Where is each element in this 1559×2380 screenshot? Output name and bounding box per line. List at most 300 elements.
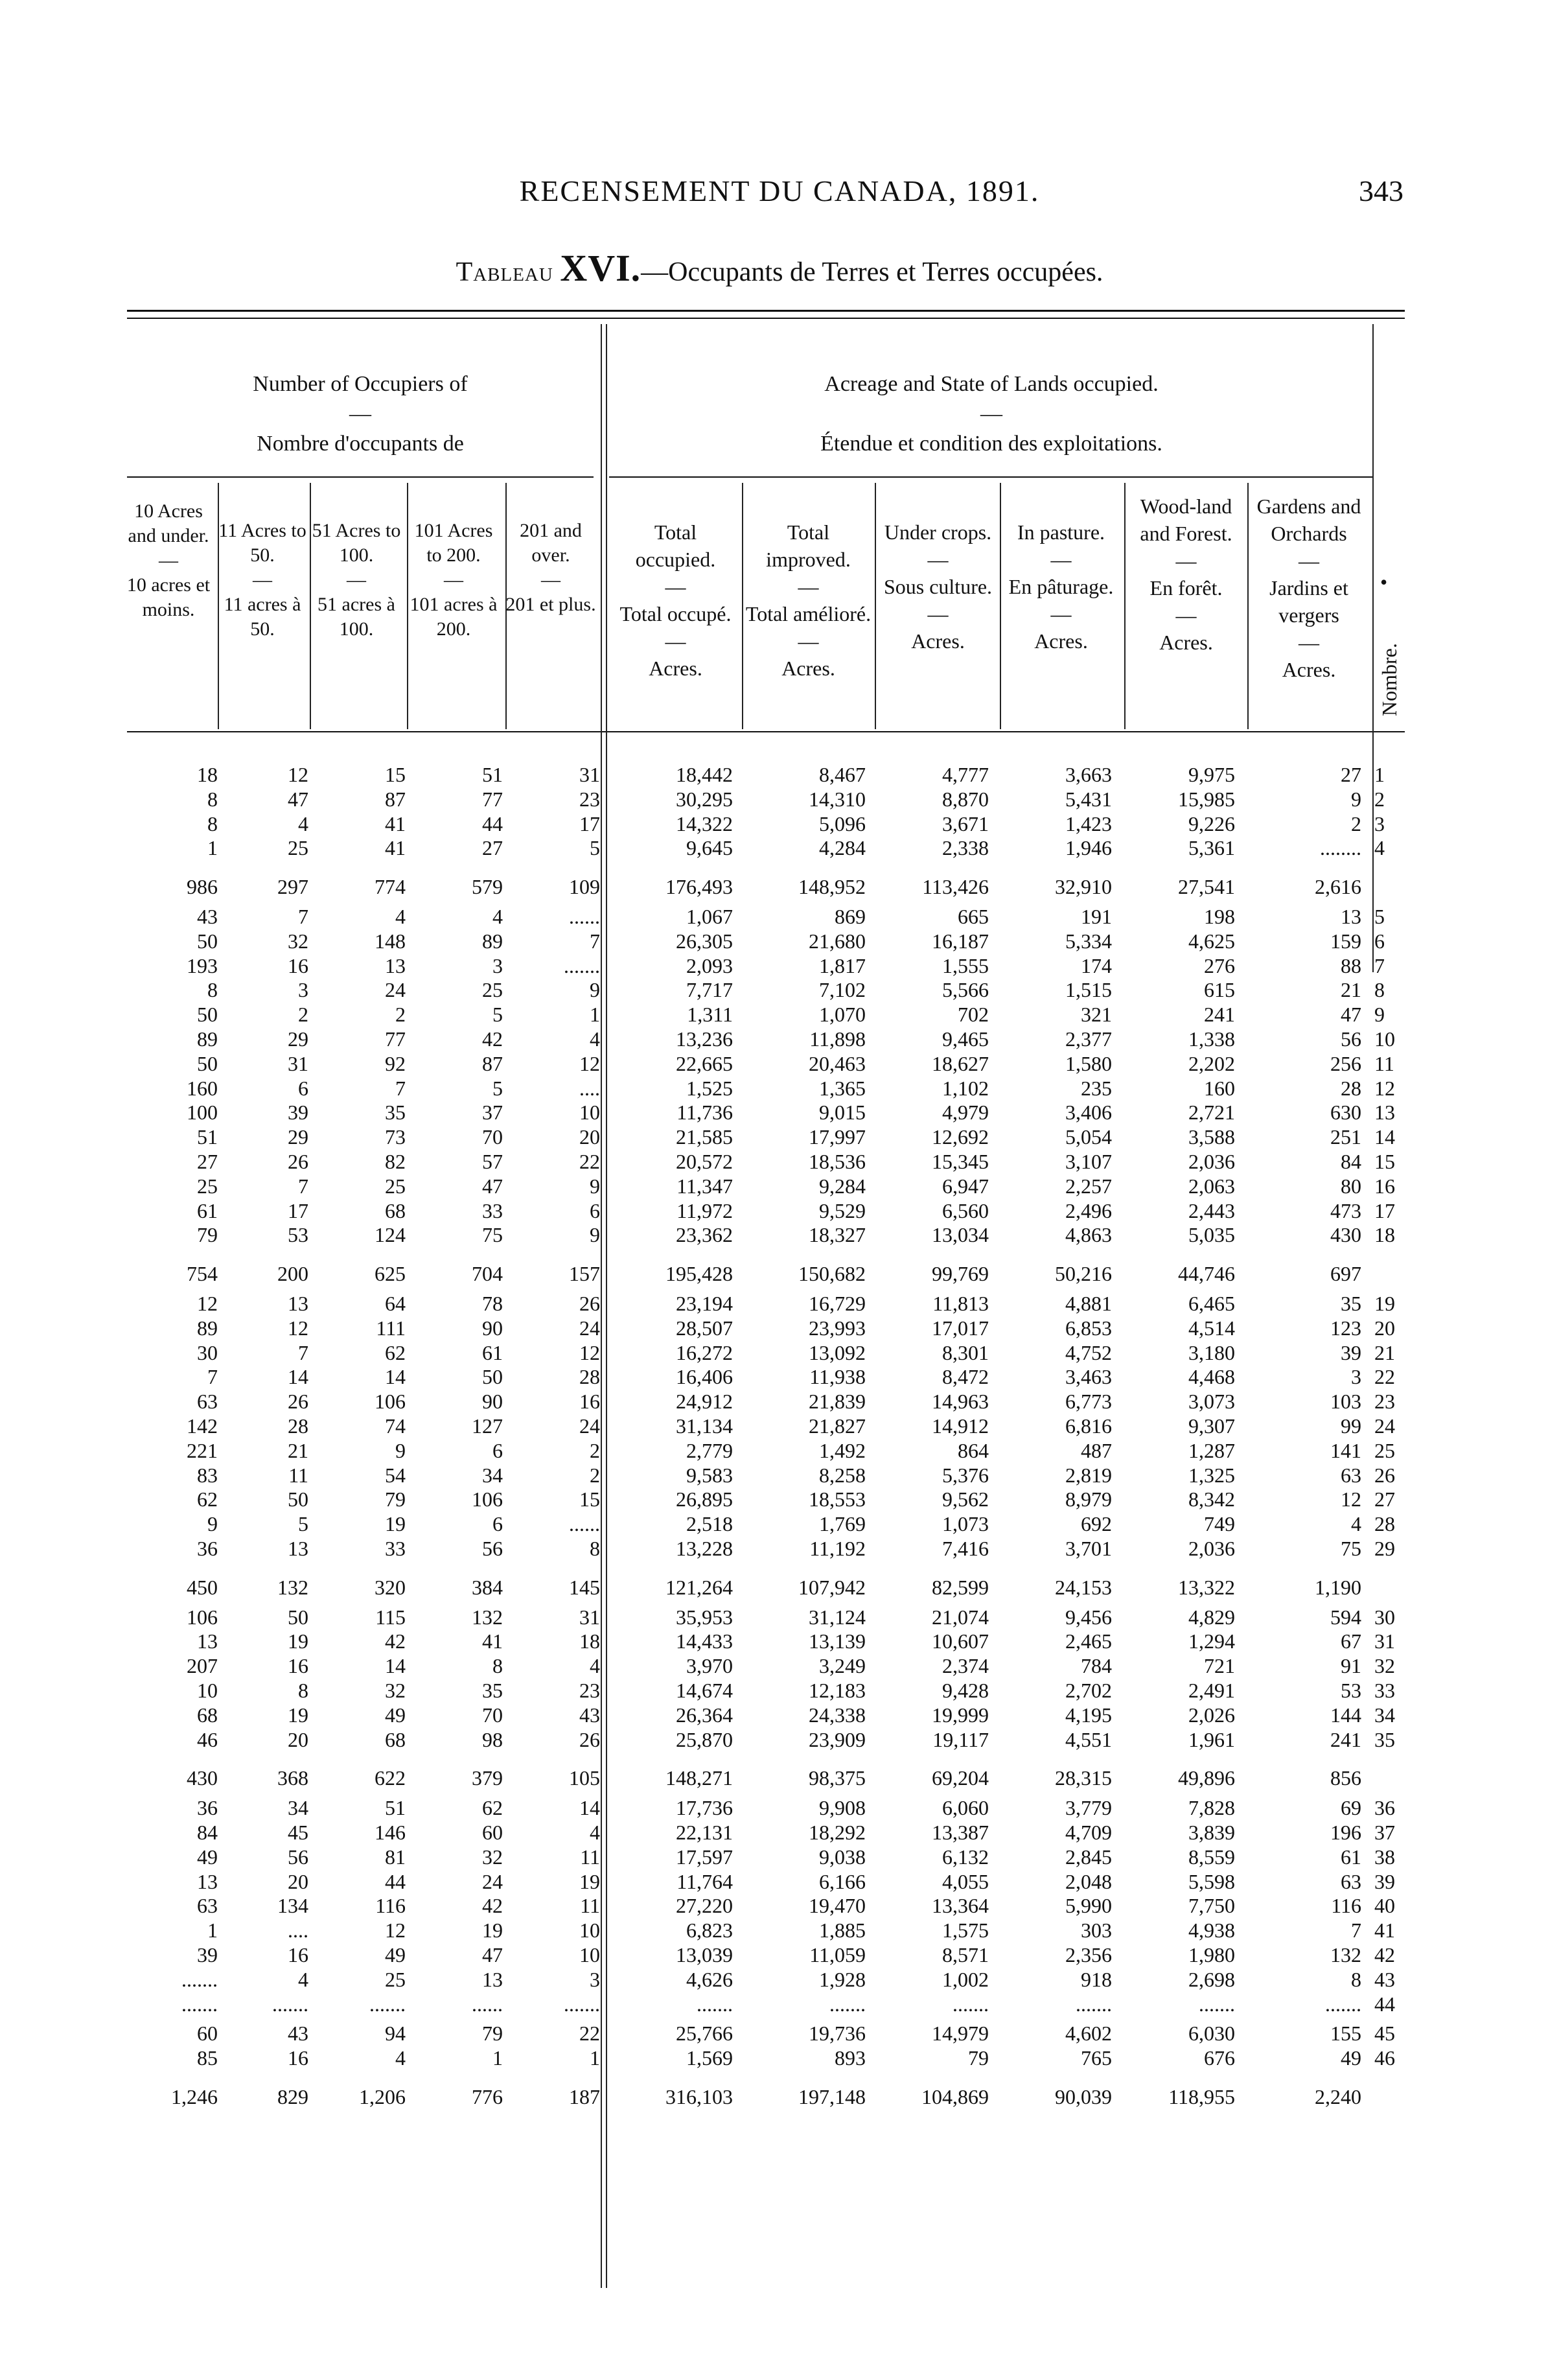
table-row xyxy=(127,1261,1423,1286)
table-cell: 144 xyxy=(1330,1703,1361,1727)
row-number: 42 xyxy=(1374,1943,1395,1966)
table-cell: 80 xyxy=(1341,1174,1361,1198)
table-cell: 1 xyxy=(207,836,218,860)
table-cell: 28 xyxy=(1341,1076,1361,1100)
table-row xyxy=(127,953,1423,978)
table-cell: 11,972 xyxy=(676,1198,733,1222)
table-cell: 630 xyxy=(1330,1101,1361,1125)
table-cell: 6,132 xyxy=(942,1845,989,1869)
table-row xyxy=(127,1703,1423,1727)
table-cell: 16,187 xyxy=(932,929,989,953)
table-cell: ...... xyxy=(569,1512,600,1536)
occupiers-fr: Nombre d'occupants de xyxy=(257,432,464,456)
table-cell: 368 xyxy=(277,1766,308,1790)
col-head-11-50: 11 Acres to 50. — 11 acres à 50. xyxy=(218,520,306,640)
table-cell: 30 xyxy=(197,1340,218,1364)
table-cell: 4,551 xyxy=(1065,1727,1112,1751)
row-number: 32 xyxy=(1374,1654,1395,1678)
table-cell: 2,093 xyxy=(686,953,733,977)
table-cell: 2,845 xyxy=(1065,1845,1112,1869)
table-cell: 1,575 xyxy=(942,1919,989,1942)
row-number: 6 xyxy=(1374,929,1385,953)
group-underline-left xyxy=(127,476,594,478)
table-cell: 10 xyxy=(579,1101,600,1125)
table-cell: 44,746 xyxy=(1178,1262,1235,1286)
table-cell: 2,338 xyxy=(942,836,989,860)
row-number: 37 xyxy=(1374,1821,1395,1844)
table-cell: 68 xyxy=(385,1198,406,1222)
table-cell: 7 xyxy=(590,929,600,953)
table-row xyxy=(127,1575,1423,1600)
table-cell: ....... xyxy=(1325,1992,1361,2016)
table-cell: 13,322 xyxy=(1178,1575,1235,1599)
table-cell: 2 xyxy=(395,1003,406,1027)
table-cell: 9 xyxy=(590,1174,600,1198)
table-cell: 24 xyxy=(385,978,406,1002)
table-cell: 1,885 xyxy=(819,1919,866,1942)
table-cell: 148,271 xyxy=(665,1766,733,1790)
table-cell: 1,102 xyxy=(942,1076,989,1100)
table-cell: 893 xyxy=(835,2046,866,2070)
table-cell: 21,680 xyxy=(809,929,866,953)
table-cell: 60 xyxy=(197,2022,218,2046)
table-cell: 198 xyxy=(1204,905,1235,928)
table-cell: 20,463 xyxy=(809,1051,866,1075)
table-cell: 579 xyxy=(472,875,503,899)
table-cell: 1 xyxy=(492,2046,503,2070)
table-cell: 25 xyxy=(385,1174,406,1198)
table-cell: 8,472 xyxy=(942,1365,989,1389)
table-cell: 6 xyxy=(492,1438,503,1462)
table-cell: 150,682 xyxy=(798,1262,866,1286)
table-row xyxy=(127,1967,1423,1992)
table-cell: 13 xyxy=(482,1967,503,1991)
table-cell: 77 xyxy=(482,787,503,811)
row-number: 30 xyxy=(1374,1605,1395,1629)
table-cell: 4,752 xyxy=(1065,1340,1112,1364)
table-cell: 23 xyxy=(579,1679,600,1702)
table-row xyxy=(127,1198,1423,1223)
table-cell: 19,470 xyxy=(809,1894,866,1918)
table-cell: 1,073 xyxy=(942,1512,989,1536)
table-row xyxy=(127,1605,1423,1629)
col-sep-7 xyxy=(1000,483,1001,729)
table-cell: 297 xyxy=(277,875,308,899)
table-cell: 69 xyxy=(1341,1796,1361,1820)
table-cell: 70 xyxy=(482,1125,503,1149)
row-number: 3 xyxy=(1374,811,1385,835)
table-cell: 42 xyxy=(482,1894,503,1918)
table-cell: 6,060 xyxy=(942,1796,989,1820)
table-row xyxy=(127,1149,1423,1174)
table-cell: 197,148 xyxy=(798,2085,866,2108)
table-cell: 384 xyxy=(472,1575,503,1599)
table-row xyxy=(127,1845,1423,1869)
table-cell: 17,736 xyxy=(676,1796,733,1820)
table-cell: 207 xyxy=(187,1654,218,1678)
table-cell: 22,665 xyxy=(676,1051,733,1075)
table-cell: 36 xyxy=(197,1796,218,1820)
table-cell: 13 xyxy=(288,1292,308,1315)
table-cell: 56 xyxy=(1341,1027,1361,1051)
table-row xyxy=(127,1727,1423,1752)
table-cell: 4,829 xyxy=(1188,1605,1235,1629)
table-cell: 1,946 xyxy=(1065,836,1112,860)
table-cell: 27,541 xyxy=(1178,875,1235,899)
table-cell: 622 xyxy=(375,1766,406,1790)
table-cell: 9,583 xyxy=(686,1463,733,1487)
table-cell: 24 xyxy=(579,1316,600,1340)
table-cell: 5 xyxy=(590,836,600,860)
table-cell: 85 xyxy=(197,2046,218,2070)
table-cell: 14,674 xyxy=(676,1679,733,1702)
group-underline-right xyxy=(609,476,1374,478)
table-cell: 473 xyxy=(1330,1198,1361,1222)
table-cell: 7,750 xyxy=(1188,1894,1235,1918)
table-cell: 106 xyxy=(472,1488,503,1511)
table-cell: 106 xyxy=(375,1390,406,1414)
table-cell: 24,338 xyxy=(809,1703,866,1727)
acreage-en: Acreage and State of Lands occupied. xyxy=(824,372,1159,396)
table-cell: 43 xyxy=(579,1703,600,1727)
table-cell: .... xyxy=(579,1076,600,1100)
table-cell: 8,301 xyxy=(942,1340,989,1364)
table-cell: 21,827 xyxy=(809,1414,866,1438)
table-cell: 4 xyxy=(590,1654,600,1678)
table-cell: 43 xyxy=(288,2022,308,2046)
table-cell: 26 xyxy=(288,1390,308,1414)
table-cell: 1 xyxy=(590,2046,600,2070)
table-cell: 49 xyxy=(385,1943,406,1966)
col-head-201-over: 201 and over. — 201 et plus. xyxy=(505,520,596,615)
table-cell: 46 xyxy=(197,1727,218,1751)
table-cell: 2,779 xyxy=(686,1438,733,1462)
table-cell: 3,701 xyxy=(1065,1537,1112,1560)
table-cell: 7 xyxy=(207,1365,218,1389)
table-cell: 142 xyxy=(187,1414,218,1438)
table-row xyxy=(127,2046,1423,2070)
table-row xyxy=(127,1869,1423,1894)
table-cell: 8,979 xyxy=(1065,1488,1112,1511)
table-cell: 27 xyxy=(482,836,503,860)
table-cell: 3,406 xyxy=(1065,1101,1112,1125)
table-row xyxy=(127,1291,1423,1316)
table-cell: 78 xyxy=(482,1292,503,1315)
table-cell: 864 xyxy=(958,1438,989,1462)
table-cell: 5,431 xyxy=(1065,787,1112,811)
table-cell: 27 xyxy=(197,1150,218,1173)
row-number: 40 xyxy=(1374,1894,1395,1918)
table-cell: 8,559 xyxy=(1188,1845,1235,1869)
col-head-under-crops: Under crops. — Sous culture. — Acres. xyxy=(883,520,993,653)
table-cell: 77 xyxy=(385,1027,406,1051)
table-cell: 28 xyxy=(288,1414,308,1438)
row-number: 5 xyxy=(1374,905,1385,928)
table-cell: .... xyxy=(288,1919,308,1942)
table-cell: 13,228 xyxy=(676,1537,733,1560)
table-cell: 2,491 xyxy=(1188,1679,1235,1702)
acreage-sep: — xyxy=(980,402,1002,426)
table-cell: 11,192 xyxy=(809,1537,866,1560)
table-row xyxy=(127,1414,1423,1438)
col-head-total-improved: Total improved. — Total amélioré. — Acres. xyxy=(745,520,872,680)
table-cell: 2,443 xyxy=(1188,1198,1235,1222)
row-number: 20 xyxy=(1374,1316,1395,1340)
table-cell: 6,465 xyxy=(1188,1292,1235,1315)
row-number: 8 xyxy=(1374,978,1385,1002)
table-cell: 11 xyxy=(580,1845,600,1869)
table-cell: 1,070 xyxy=(819,1003,866,1027)
table-cell: 2,048 xyxy=(1065,1869,1112,1893)
table-cell: 44 xyxy=(482,811,503,835)
table-cell: 2,819 xyxy=(1065,1463,1112,1487)
table-cell: 784 xyxy=(1081,1654,1112,1678)
row-number: 34 xyxy=(1374,1703,1395,1727)
table-cell: 321 xyxy=(1081,1003,1112,1027)
table-cell: 89 xyxy=(482,929,503,953)
table-title xyxy=(0,246,1559,290)
table-cell: 430 xyxy=(187,1766,218,1790)
table-cell: 241 xyxy=(1204,1003,1235,1027)
table-cell: 16 xyxy=(288,1943,308,1966)
table-cell: 5,035 xyxy=(1188,1223,1235,1247)
table-row xyxy=(127,1629,1423,1653)
table-cell: 11,059 xyxy=(809,1943,866,1966)
table-cell: 869 xyxy=(835,905,866,928)
table-cell: 89 xyxy=(197,1316,218,1340)
table-row xyxy=(127,2021,1423,2046)
table-cell: 316,103 xyxy=(665,2085,733,2108)
table-cell: 5,376 xyxy=(942,1463,989,1487)
table-cell: 625 xyxy=(375,1262,406,1286)
table-cell: 8 xyxy=(590,1537,600,1560)
col-head-10-acres: 10 Acres and under. — 10 acres et moins. xyxy=(126,500,211,620)
table-cell: 88 xyxy=(1341,953,1361,977)
table-cell: 4,055 xyxy=(942,1869,989,1893)
table-cell: 39 xyxy=(197,1943,218,1966)
table-cell: 18,292 xyxy=(809,1821,866,1844)
table-cell: 6 xyxy=(298,1076,308,1100)
table-cell: 2,616 xyxy=(1315,875,1361,899)
table-cell: 3,663 xyxy=(1065,763,1112,786)
table-cell: 176,493 xyxy=(665,875,733,899)
table-cell: 4 xyxy=(590,1821,600,1844)
table-cell: 11,347 xyxy=(676,1174,733,1198)
table-cell: 20 xyxy=(288,1727,308,1751)
table-cell: 98 xyxy=(482,1727,503,1751)
table-cell: 24 xyxy=(482,1869,503,1893)
table-cell: 15 xyxy=(385,763,406,786)
table-row xyxy=(127,1316,1423,1340)
table-cell: 16 xyxy=(288,1654,308,1678)
table-cell: 4 xyxy=(1351,1512,1361,1536)
table-cell: 856 xyxy=(1330,1766,1361,1790)
table-cell: 18 xyxy=(197,763,218,786)
table-cell: 39 xyxy=(288,1101,308,1125)
table-cell: 27 xyxy=(1341,763,1361,786)
row-number: 27 xyxy=(1374,1488,1395,1511)
row-number: 33 xyxy=(1374,1679,1395,1702)
table-cell: 276 xyxy=(1204,953,1235,977)
table-cell: 20 xyxy=(288,1869,308,1893)
table-cell: 10 xyxy=(579,1943,600,1966)
row-number: 44 xyxy=(1374,1992,1395,2016)
table-cell: ....... xyxy=(1199,1992,1235,2016)
table-cell: 6,560 xyxy=(942,1198,989,1222)
table-cell: 4,863 xyxy=(1065,1223,1112,1247)
table-row xyxy=(127,1364,1423,1389)
row-number: 24 xyxy=(1374,1414,1395,1438)
row-number: 29 xyxy=(1374,1537,1395,1560)
table-cell: 2,202 xyxy=(1188,1051,1235,1075)
table-row xyxy=(127,1487,1423,1511)
table-cell: 47 xyxy=(482,1943,503,1966)
table-cell: 132 xyxy=(1330,1943,1361,1966)
table-cell: 4,777 xyxy=(942,763,989,786)
table-cell: 8 xyxy=(298,1679,308,1702)
table-cell: 2,496 xyxy=(1065,1198,1112,1222)
table-cell: 4,709 xyxy=(1065,1821,1112,1844)
table-cell: 18,553 xyxy=(809,1488,866,1511)
col-head-pasture: In pasture. — En pâturage. — Acres. xyxy=(1008,520,1114,653)
table-cell: 7 xyxy=(395,1076,406,1100)
table-cell: ....... xyxy=(272,1992,308,2016)
table-cell: ........ xyxy=(1320,836,1361,860)
table-cell: 4,881 xyxy=(1065,1292,1112,1315)
table-cell: 99 xyxy=(1341,1414,1361,1438)
table-cell: 16 xyxy=(288,953,308,977)
table-cell: 12 xyxy=(288,763,308,786)
table-cell: 11,764 xyxy=(676,1869,733,1893)
table-cell: 51 xyxy=(482,763,503,786)
table-cell: 221 xyxy=(187,1438,218,1462)
table-cell: 3,839 xyxy=(1188,1821,1235,1844)
table-cell: 92 xyxy=(385,1051,406,1075)
table-cell: 7 xyxy=(1351,1919,1361,1942)
table-cell: 134 xyxy=(277,1894,308,1918)
table-cell: 12,183 xyxy=(809,1679,866,1702)
table-cell: 47 xyxy=(288,787,308,811)
table-cell: 103 xyxy=(1330,1390,1361,1414)
table-cell: 116 xyxy=(375,1894,406,1918)
table-cell: 774 xyxy=(375,875,406,899)
table-cell: 25 xyxy=(197,1174,218,1198)
table-cell: 47 xyxy=(1341,1003,1361,1027)
table-cell: 123 xyxy=(1330,1316,1361,1340)
table-cell: 98,375 xyxy=(809,1766,866,1790)
table-row xyxy=(127,1027,1423,1051)
table-cell: 13,364 xyxy=(932,1894,989,1918)
row-number: 39 xyxy=(1374,1869,1395,1893)
row-number: 38 xyxy=(1374,1845,1395,1869)
table-cell: 49 xyxy=(1341,2046,1361,2070)
table-cell: 6,816 xyxy=(1065,1414,1112,1438)
table-cell: 63 xyxy=(1341,1869,1361,1893)
table-row xyxy=(127,1992,1423,2016)
table-cell: 18,442 xyxy=(676,763,733,786)
table-cell: 141 xyxy=(1330,1438,1361,1462)
table-row xyxy=(127,1222,1423,1247)
table-cell: 84 xyxy=(197,1821,218,1844)
table-cell: 3,107 xyxy=(1065,1150,1112,1173)
table-cell: 23 xyxy=(579,787,600,811)
table-cell: 79 xyxy=(385,1488,406,1511)
table-cell: 23,909 xyxy=(809,1727,866,1751)
table-cell: 23,993 xyxy=(809,1316,866,1340)
table-cell: ....... xyxy=(181,1967,218,1991)
table-cell: 121,264 xyxy=(665,1575,733,1599)
table-cell: 54 xyxy=(385,1463,406,1487)
table-row xyxy=(127,1653,1423,1678)
table-cell: 63 xyxy=(197,1390,218,1414)
table-cell: 9,284 xyxy=(819,1174,866,1198)
table-cell: 2 xyxy=(298,1003,308,1027)
table-cell: 50 xyxy=(197,1003,218,1027)
table-cell: 31 xyxy=(579,1605,600,1629)
table-cell: 1,067 xyxy=(686,905,733,928)
row-number: 1 xyxy=(1374,763,1385,786)
table-cell: 109 xyxy=(569,875,600,899)
table-cell: 3 xyxy=(590,1967,600,1991)
table-cell: ....... xyxy=(697,1992,733,2016)
table-cell: 9 xyxy=(590,1223,600,1247)
table-cell: 9,307 xyxy=(1188,1414,1235,1438)
table-cell: 18,536 xyxy=(809,1150,866,1173)
table-cell: 754 xyxy=(187,1262,218,1286)
table-cell: 49 xyxy=(197,1845,218,1869)
table-cell: 50 xyxy=(482,1365,503,1389)
table-cell: 3,249 xyxy=(819,1654,866,1678)
table-cell: 776 xyxy=(472,2085,503,2108)
table-cell: 21 xyxy=(1341,978,1361,1002)
row-number: 11 xyxy=(1374,1051,1394,1075)
table-cell: 5,990 xyxy=(1065,1894,1112,1918)
table-cell: 107,942 xyxy=(798,1575,866,1599)
table-cell: 12 xyxy=(385,1919,406,1942)
table-cell: 19,736 xyxy=(809,2022,866,2046)
table-cell: 4,625 xyxy=(1188,929,1235,953)
table-cell: 676 xyxy=(1204,2046,1235,2070)
table-cell: 49 xyxy=(385,1703,406,1727)
table-cell: 1,287 xyxy=(1188,1438,1235,1462)
table-cell: 13,092 xyxy=(809,1340,866,1364)
table-cell: 160 xyxy=(187,1076,218,1100)
table-cell: 193 xyxy=(187,953,218,977)
table-cell: 61 xyxy=(482,1340,503,1364)
table-cell: 32 xyxy=(385,1679,406,1702)
table-cell: 5,566 xyxy=(942,978,989,1002)
table-cell: 8,342 xyxy=(1188,1488,1235,1511)
table-cell: 26 xyxy=(579,1727,600,1751)
table-cell: 31 xyxy=(288,1051,308,1075)
table-cell: 50 xyxy=(288,1605,308,1629)
table-cell: 13 xyxy=(1341,905,1361,928)
table-cell: 84 xyxy=(1341,1150,1361,1173)
row-number: 14 xyxy=(1374,1125,1395,1149)
table-cell: 53 xyxy=(288,1223,308,1247)
table-cell: 43 xyxy=(197,905,218,928)
table-row xyxy=(127,1463,1423,1488)
table-cell: 26,895 xyxy=(676,1488,733,1511)
table-cell: 51 xyxy=(385,1796,406,1820)
table-cell: 13,387 xyxy=(932,1821,989,1844)
table-cell: 25 xyxy=(385,1967,406,1991)
table-row xyxy=(127,1795,1423,1820)
table-row xyxy=(127,1820,1423,1845)
table-cell: 116 xyxy=(1331,1894,1361,1918)
table-cell: 26,364 xyxy=(676,1703,733,1727)
table-cell: 22 xyxy=(579,1150,600,1173)
